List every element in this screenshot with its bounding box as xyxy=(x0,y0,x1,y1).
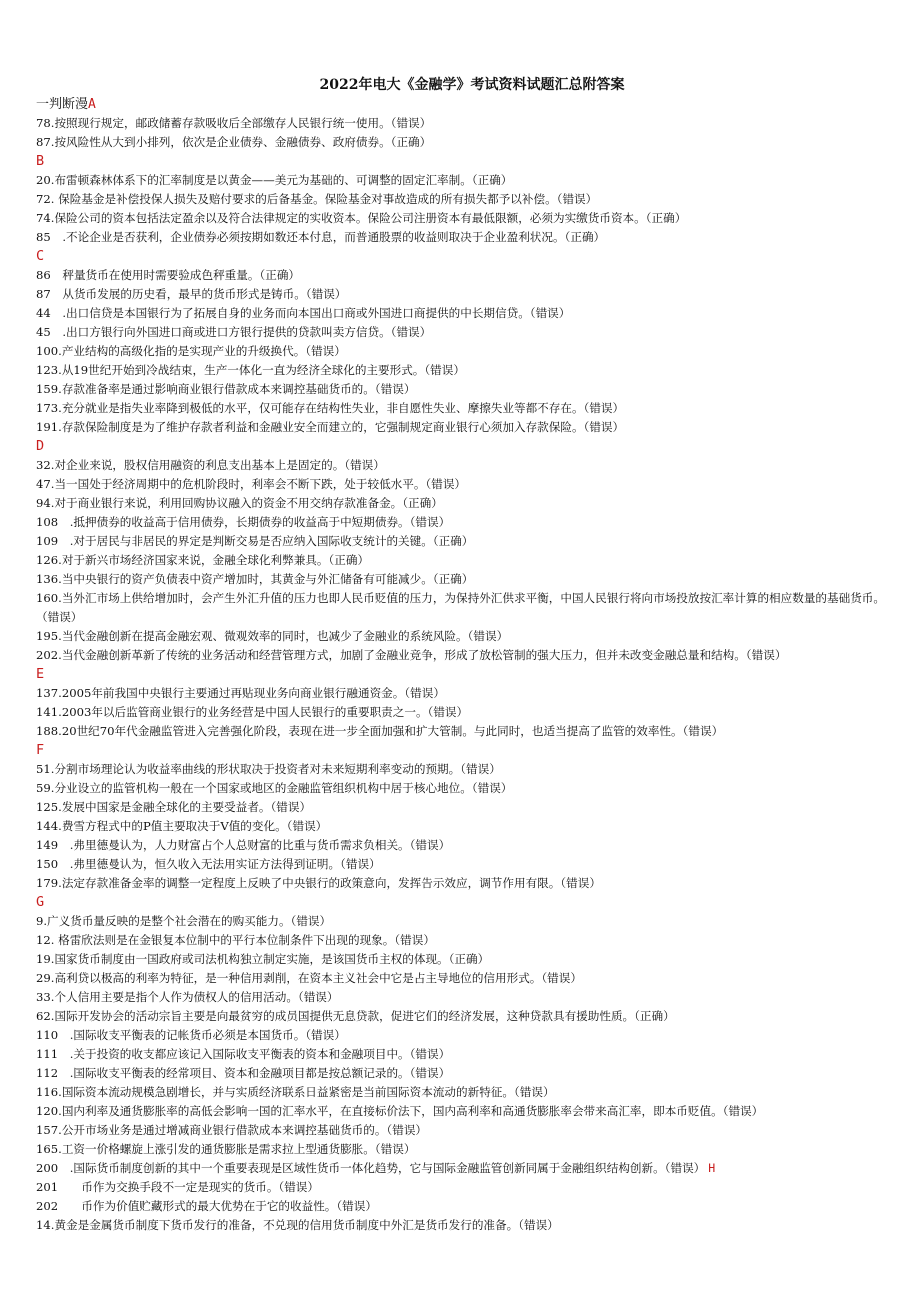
question-item xyxy=(36,1178,886,1197)
question-text: 120.国内利率及通货膨胀率的高低会影响一国的汇率水平，在直接标价法下，国内高利率和高通货膨胀率会带来高汇率，即本币贬值。（错误） xyxy=(36,1104,764,1118)
question-item xyxy=(36,684,886,703)
question-text: 32.对企业来说，股权信用融资的利息支出基本上是固定的。（错误） xyxy=(36,458,385,472)
question-item xyxy=(36,1197,886,1216)
question-item xyxy=(36,532,886,551)
question-item xyxy=(36,722,886,741)
question-text: 94.对于商业银行来说，利用回购协议融入的资金不用交纳存款准备金。（正确） xyxy=(36,496,443,510)
question-text: 33.个人信用主要是指个人作为债权人的信用活动。（错误） xyxy=(36,990,339,1004)
question-item xyxy=(36,646,886,665)
question-item xyxy=(36,190,886,209)
section-heading-text: 一判断漫 xyxy=(36,97,89,112)
question-text: 123.从19世纪开始到冷战结束，生产一体化一直为经济全球化的主要形式。（错误） xyxy=(36,363,465,377)
question-item xyxy=(36,228,886,247)
question-item xyxy=(36,760,886,779)
document-title: 2022年电大《金融学》考试资料试题汇总附答案 xyxy=(319,77,625,93)
question-item xyxy=(36,171,886,190)
question-item xyxy=(36,342,886,361)
question-text: 12. 格雷欣法则是在金银复本位制中的平行本位制条件下出现的现象。（错误） xyxy=(36,933,435,947)
section-heading xyxy=(36,95,886,114)
question-text: 86 秤量货币在使用时需要验成色秤重量。（正确） xyxy=(36,268,301,282)
question-text: 144.费雪方程式中的P值主要取决于V值的变化。（错误） xyxy=(36,819,328,833)
question-item xyxy=(36,1064,886,1083)
letter-heading-b: B xyxy=(36,153,45,169)
question-item xyxy=(36,836,886,855)
question-text: 109 .对于居民与非居民的界定是判断交易是否应纳入国际收支统计的关键。（正确） xyxy=(36,534,474,548)
question-item xyxy=(36,1026,886,1045)
question-item xyxy=(36,855,886,874)
question-text: 125.发展中国家是金融全球化的主要受益者。（错误） xyxy=(36,800,312,814)
letter-heading-f: F xyxy=(36,742,45,758)
inline-letter-h: H xyxy=(708,1161,716,1175)
question-item xyxy=(36,912,886,931)
question-item xyxy=(36,1140,886,1159)
question-text: 202 币作为价值贮藏形式的最大优势在于它的收益性。（错误） xyxy=(36,1199,377,1213)
section-letter-a: A xyxy=(88,97,96,112)
question-item xyxy=(36,1007,886,1026)
question-item xyxy=(36,285,886,304)
question-text: 141.2003年以后监管商业银行的业务经营是中国人民银行的重要职责之一。（错误） xyxy=(36,705,469,719)
question-text: 201 币作为交换手段不一定是现实的货币。（错误） xyxy=(36,1180,319,1194)
question-text: 85 .不论企业是否获利，企业债券必须按期如数还本付息，而普通股票的收益则取决于企业盈利状况。（正确） xyxy=(36,230,606,244)
question-item xyxy=(36,1121,886,1140)
question-text: 111 .关于投资的收支都应该记入国际收支平衡表的资本和金融项目中。（错误） xyxy=(36,1047,451,1061)
question-item xyxy=(36,950,886,969)
question-text: 29.高利贷以极高的利率为特征，是一种信用剥削，在资本主义社会中它是占主导地位的信用形式。（错误） xyxy=(36,971,582,985)
question-item xyxy=(36,589,886,627)
question-text: 116.国际资本流动规模急剧增长，并与实质经济联系日益紧密是当前国际资本流动的新特征。（错误） xyxy=(36,1085,555,1099)
question-text: 200 .国际货币制度创新的其中一个重要表现是区域性货币一体化趋势，它与国际金融监管创新同属于金融组织结构创新。（错误） xyxy=(36,1161,706,1175)
question-item xyxy=(36,380,886,399)
question-text: 51.分割市场理论认为收益率曲线的形状取决于投资者对未来短期利率变动的预期。（错误） xyxy=(36,762,501,776)
letter-heading-c: C xyxy=(36,248,45,264)
letter-heading-g: G xyxy=(36,894,45,910)
question-item xyxy=(36,266,886,285)
question-item xyxy=(36,931,886,950)
question-item xyxy=(36,1045,886,1064)
question-item xyxy=(36,551,886,570)
question-text: 74.保险公司的资本包括法定盈余以及符合法律规定的实收资本。保险公司注册资本有最低限额，必须为实缴货币资本。（正确） xyxy=(36,211,687,225)
question-text: 160.当外汇市场上供给增加时，会产生外汇升值的压力也即人民币贬值的压力，为保持外汇供求平衡，中国人民银行将向市场投放按汇率计算的相应数量的基础货币。（错误） xyxy=(36,591,885,624)
question-text: 87 从货币发展的历史看，最早的货币形式是铸币。（错误） xyxy=(36,287,347,301)
question-item xyxy=(36,1159,886,1178)
question-text: 195.当代金融创新在提高金融宏观、微观效率的同时，也减少了金融业的系统风险。（错误） xyxy=(36,629,509,643)
question-item xyxy=(36,114,886,133)
question-text: 78.按照现行规定，邮政储蓄存款吸收后全部缴存人民银行统一使用。（错误） xyxy=(36,116,432,130)
question-item xyxy=(36,627,886,646)
question-text: 112 .国际收支平衡表的经常项目、资本和金融项目都是按总额记录的。（错误） xyxy=(36,1066,451,1080)
question-item xyxy=(36,817,886,836)
question-item xyxy=(36,703,886,722)
question-item xyxy=(36,570,886,589)
question-list xyxy=(36,114,886,1235)
question-item xyxy=(36,798,886,817)
question-item xyxy=(36,418,886,437)
question-item xyxy=(36,1083,886,1102)
question-item xyxy=(36,969,886,988)
question-item xyxy=(36,323,886,342)
question-item xyxy=(36,456,886,475)
question-item xyxy=(36,1216,886,1235)
question-item xyxy=(36,361,886,380)
question-text: 191.存款保险制度是为了维护存款者利益和金融业安全而建立的，它强制规定商业银行心须加入存款保险。（错误） xyxy=(36,420,625,434)
question-text: 45 .出口方银行向外国进口商或进口方银行提供的贷款叫卖方信贷。（错误） xyxy=(36,325,432,339)
question-item xyxy=(36,779,886,798)
question-item xyxy=(36,475,886,494)
question-text: 59.分业设立的监管机构一般在一个国家或地区的金融监管组织机构中居于核心地位。（错误） xyxy=(36,781,513,795)
question-text: 110 .国际收支平衡表的记帐货币必须是本国货币。（错误） xyxy=(36,1028,346,1042)
letter-heading-d: D xyxy=(36,438,45,454)
question-text: 87.按风险性从大到小排列，依次是企业债券、金融债券、政府债券。（正确） xyxy=(36,135,432,149)
question-item xyxy=(36,399,886,418)
question-text: 188.20世纪70年代金融监管进入完善强化阶段，表现在进一步全面加强和扩大管制。与此同时，也适当提高了监管的效率性。（错误） xyxy=(36,724,724,738)
question-item xyxy=(36,304,886,323)
question-item xyxy=(36,133,886,152)
question-item xyxy=(36,1102,886,1121)
question-text: 179.法定存款准备金率的调整一定程度上反映了中央银行的政策意向，发挥告示效应，调节作用有限。（错误） xyxy=(36,876,601,890)
question-text: 100.产业结构的高级化指的是实现产业的升级换代。（错误） xyxy=(36,344,346,358)
question-text: 108 .抵押债券的收益高于信用债券，长期债券的收益高于中短期债券。（错误） xyxy=(36,515,451,529)
letter-heading-e: E xyxy=(36,666,45,682)
question-text: 47.当一国处于经济周期中的危机阶段时，利率会不断下跌，处于较低水平。（错误） xyxy=(36,477,467,491)
question-text: 202.当代金融创新革新了传统的业务活动和经营管理方式，加剧了金融业竞争，形成了放松管制的强大压力，但并未改变金融总量和结构。（错误） xyxy=(36,648,787,662)
question-text: 159.存款准备率是通过影响商业银行借款成本来调控基础货币的。（错误） xyxy=(36,382,416,396)
question-text: 157.公开市场业务是通过增减商业银行借款成本来调控基础货币的。（错误） xyxy=(36,1123,428,1137)
question-item xyxy=(36,874,886,893)
question-item xyxy=(36,209,886,228)
question-text: 137.2005年前我国中央银行主要通过再贴现业务向商业银行融通资金。（错误） xyxy=(36,686,445,700)
question-text: 165.工资一价格螺旋上涨引发的通货膨胀是需求拉上型通货膨胀。（错误） xyxy=(36,1142,416,1156)
question-text: 20.布雷顿森林体系下的汇率制度是以黄金——美元为基础的、可调整的固定汇率制。（正确） xyxy=(36,173,513,187)
question-text: 173.充分就业是指失业率降到极低的水平，仅可能存在结构性失业，非自愿性失业、摩擦失业等都不存在。（错误） xyxy=(36,401,625,415)
question-text: 9.广义货币量反映的是整个社会潜在的购买能力。（错误） xyxy=(36,914,332,928)
document-page xyxy=(36,76,886,1235)
question-text: 150 .弗里德曼认为，恒久收入无法用实证方法得到证明。（错误） xyxy=(36,857,381,871)
question-text: 19.国家货币制度由一国政府或司法机构独立制定实施，是该国货币主权的体现。（正确） xyxy=(36,952,490,966)
question-text: 14.黄金是金属货币制度下货币发行的准备，不兑现的信用货币制度中外汇是货币发行的准备。（错误） xyxy=(36,1218,559,1232)
question-item xyxy=(36,513,886,532)
question-item xyxy=(36,494,886,513)
question-text: 62.国际开发协会的活动宗旨主要是向最贫穷的成员国提供无息贷款，促进它们的经济发展，这种贷款具有援助性质。（正确） xyxy=(36,1009,675,1023)
question-text: 149 .弗里德曼认为，人力财富占个人总财富的比重与货币需求负相关。（错误） xyxy=(36,838,451,852)
question-text: 44 .出口信贷是本国银行为了拓展自身的业务而向本国出口商或外国进口商提供的中长期信贷。（错误） xyxy=(36,306,571,320)
question-text: 72. 保险基金是补偿投保人损失及赔付要求的后备基金。保险基金对事故造成的所有损失都予以补偿。（错误） xyxy=(36,192,598,206)
question-text: 136.当中央银行的资产负债表中资产增加时，其黄金与外汇储备有可能减少。（正确） xyxy=(36,572,474,586)
question-item xyxy=(36,988,886,1007)
question-text: 126.对于新兴市场经济国家来说，金融全球化利弊兼具。（正确） xyxy=(36,553,370,567)
